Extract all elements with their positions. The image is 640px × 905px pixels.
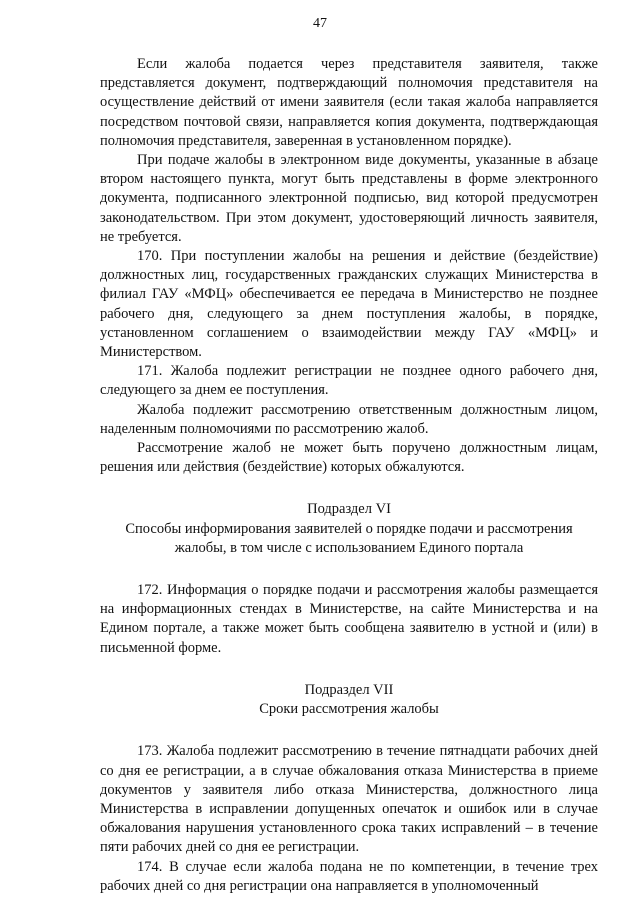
- paragraph-170: 170. При поступлении жалобы на решения и действие (бездействие) должностных лиц, государственных гражданских служащих Министерства в филиал ГАУ «МФЦ» обеспечивается ее передача в Министерство не позднее рабочего дня, следующего за днем поступления жалобы, в порядке, установленном соглашением о взаимодействии между ГАУ «МФЦ» и Министерством.: [100, 248, 598, 361]
- paragraph-electronic-submission: При подаче жалобы в электронном виде документы, указанные в абзаце втором настоящего пункта, могут быть представлены в форме электронного документа, подписанного электронной подписью, вид которой предусмотрен законодательством. При этом документ, удостоверяющий личность заявителя, не требуется.: [100, 152, 598, 245]
- subsection-6-label: Подраздел VI: [307, 501, 391, 518]
- spacer: [100, 558, 598, 581]
- paragraph-174: 174. В случае если жалоба подана не по компетенции, в течение трех рабочих дней со дня регистрации она направляется в уполномоченный: [100, 858, 598, 894]
- subsection-6-title: Способы информирования заявителей о порядке подачи и рассмотрения жалобы, в том числе с использованием Единого портала: [125, 520, 573, 556]
- subsection-7-label: Подраздел VII: [304, 681, 394, 698]
- paragraph-responsible-official: Жалоба подлежит рассмотрению ответственным должностным лицом, наделенным полномочиями по рассмотрению жалоб.: [100, 401, 598, 437]
- page-number: 47: [313, 16, 327, 31]
- paragraph-172: 172. Информация о порядке подачи и рассмотрения жалобы размещается на информационных стендах в Министерстве, на сайте Министерства и на Едином портале, а также может быть сообщена заявителю в устной и (или) в письменной форме.: [100, 582, 598, 656]
- paragraph-delegation-restriction: Рассмотрение жалоб не может быть поручено должностным лицам, решения или действия (бездействие) которых обжалуются.: [100, 440, 598, 476]
- paragraph-173: 173. Жалоба подлежит рассмотрению в течение пятнадцати рабочих дней со дня ее регистрации, а в случае обжалования отказа Министерства в приеме документов у заявителя либо отказа Министерства, должностного лица Министерства в исправлении допущенных опечаток и ошибок или в случае обжалования нарушения установленного срока таких исправлений – в течение пяти рабочих дней со дня ее регистрации.: [100, 743, 598, 856]
- document-body: [100, 55, 598, 896]
- subsection-7-title: Сроки рассмотрения жалобы: [259, 701, 439, 718]
- paragraph-171: 171. Жалоба подлежит регистрации не позднее одного рабочего дня, следующего за днем ее поступления.: [100, 363, 598, 399]
- spacer: [100, 658, 598, 681]
- spacer: [100, 719, 598, 742]
- spacer: [100, 477, 598, 500]
- paragraph-representative-documents: Если жалоба подается через представителя заявителя, также представляется документ, подтверждающий полномочия представителя на осуществление действий от имени заявителя (если такая жалоба направляется посредством почтовой связи, направляется копия документа, подтверждающая полномочия представителя, заверенная в установленном порядке).: [100, 56, 598, 149]
